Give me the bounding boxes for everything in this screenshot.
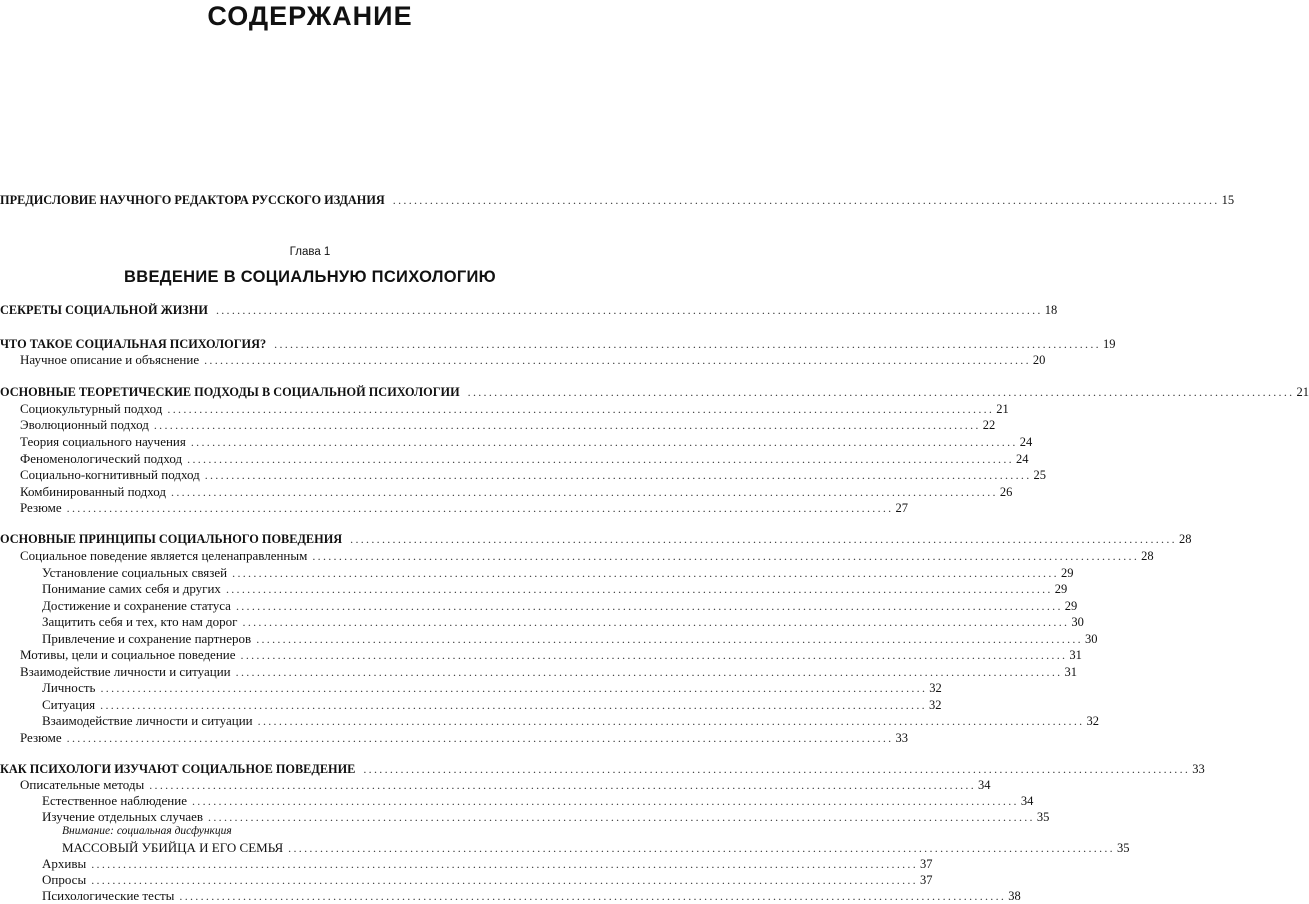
toc-entry-title: Достижение и сохранение статуса [42,598,231,613]
dot-leader: ............................................................................................................................................................ [256,632,1083,646]
toc-entry[interactable] [0,697,942,713]
toc-entry-title: ОСНОВНЫЕ ТЕОРЕТИЧЕСКИЕ ПОДХОДЫ В СОЦИАЛЬНОЙ ПСИХОЛОГИИ [0,385,460,399]
dot-leader: ............................................................................................................................................................ [179,889,1007,903]
toc-page-number: 27 [895,501,908,515]
toc-entry-title: Теория социального научения [20,434,186,449]
dot-leader: ............................................................................................................................................................ [215,303,1043,317]
toc-page-number: 31 [1064,665,1077,679]
toc-page-number: 28 [1141,549,1154,563]
toc-entry[interactable] [0,451,1029,467]
toc-entry-section[interactable] [0,302,1058,318]
toc-entry[interactable] [0,680,942,696]
toc-page-number: 33 [1192,762,1205,776]
toc-page-number: 29 [1064,599,1078,613]
toc-entry[interactable] [0,484,1013,500]
toc-entry-title: Привлечение и сохранение партнеров [42,631,252,646]
toc-entry-section[interactable] [0,384,1309,400]
toc-page-number: 38 [1008,889,1021,903]
toc-entry-section[interactable] [0,336,1116,352]
toc-page-number: 21 [996,402,1009,416]
toc-entry-title: Социокультурный подход [20,401,163,416]
chapter-label: Глава 1 [289,246,331,258]
toc-page-number: 21 [1296,385,1309,399]
toc-entry[interactable] [0,777,991,793]
toc-page-number: 20 [1032,353,1046,367]
toc-page-number: 22 [982,418,996,432]
toc-entry[interactable] [0,647,1082,663]
toc-entry[interactable] [0,793,1034,809]
toc-page-number: 32 [928,698,942,712]
toc-page-number: 28 [1178,532,1192,546]
dot-leader: ............................................................................................................................................................ [100,681,928,695]
toc-entry[interactable] [0,713,1099,729]
chapter-title: ВВЕДЕНИЕ В СОЦИАЛЬНУЮ ПСИХОЛОГИЮ [124,268,496,286]
toc-entry-title: Опросы [42,872,87,887]
toc-page-number: 32 [929,681,942,695]
dot-leader: ............................................................................................................................................................ [66,731,894,745]
toc-entry-title: Научное описание и объяснение [20,352,200,367]
dot-leader: ............................................................................................................................................................ [235,599,1063,613]
toc-entry-section[interactable] [0,761,1205,777]
toc-page-number: 37 [920,873,933,887]
page-title: СОДЕРЖАНИЕ [207,1,413,31]
toc-page-number: 26 [999,485,1013,499]
dot-leader: ............................................................................................................................................................ [257,714,1085,728]
toc-entry[interactable] [0,467,1047,483]
toc-entry-title: МАССОВЫЙ УБИЙЦА И ЕГО СЕМЬЯ [62,840,284,855]
toc-entry-title: ОСНОВНЫЕ ПРИНЦИПЫ СОЦИАЛЬНОГО ПОВЕДЕНИЯ [0,532,343,546]
toc-entry[interactable] [0,631,1098,647]
toc-entry-title: Защитить себя и тех, кто нам дорог [42,614,238,629]
toc-entry[interactable] [0,500,908,516]
toc-entry[interactable] [0,548,1154,564]
dot-leader: ............................................................................................................................................................ [225,582,1053,596]
toc-entry-title: Личность [42,680,96,695]
dot-leader: ............................................................................................................................................................ [467,385,1295,399]
toc-entry-title: Резюме [20,500,62,515]
toc-entry[interactable] [0,565,1074,581]
toc-entry[interactable] [0,417,996,433]
toc-page-number: 24 [1019,435,1033,449]
toc-entry[interactable] [0,872,933,888]
toc-page-number: 34 [978,778,991,792]
dot-leader: ............................................................................................................................................................ [363,762,1191,776]
toc-entry-title: СЕКРЕТЫ СОЦИАЛЬНОЙ ЖИЗНИ [0,303,208,317]
dot-leader: ............................................................................................................................................................ [232,566,1059,580]
toc-sidebar-note: Внимание: социальная дисфункция [62,825,232,837]
dot-leader: ............................................................................................................................................................ [171,485,998,499]
toc-entry-title: Резюме [20,730,62,745]
toc-entry[interactable] [0,730,908,746]
toc-page-number: 19 [1102,337,1116,351]
toc-page-number: 32 [1086,714,1099,728]
toc-entry-title: Комбинированный подход [20,484,167,499]
dot-leader: ............................................................................................................................................................ [66,501,894,515]
dot-leader: ............................................................................................................................................................ [149,778,977,792]
dot-leader: ............................................................................................................................................................ [350,532,1177,546]
toc-entry-title: Эволюционный подход [20,417,149,432]
toc-entry-title: Описательные методы [20,777,145,792]
toc-page-number: 35 [1036,810,1050,824]
toc-entry[interactable] [0,598,1078,614]
toc-entry[interactable] [0,664,1077,680]
toc-entry-title: Феноменологический подход [20,451,183,466]
dot-leader: ............................................................................................................................................................ [204,468,1032,482]
toc-entry[interactable] [0,401,1009,417]
toc-page-number: 34 [1020,794,1034,808]
toc-entry-title: Ситуация [42,697,96,712]
dot-leader: ............................................................................................................................................................ [288,841,1115,855]
toc-entry-title: Психологические тесты [42,888,175,903]
dot-leader: ............................................................................................................................................................ [91,873,918,887]
toc-entry-title: Понимание самих себя и других [42,581,221,596]
dot-leader: ............................................................................................................................................................ [240,648,1068,662]
dot-leader: ............................................................................................................................................................ [100,698,927,712]
toc-entry-title: Социальное поведение является целенаправленным [20,548,308,563]
toc-entry[interactable] [0,840,1130,856]
dot-leader: ............................................................................................................................................................ [204,353,1031,367]
toc-entry-title: Изучение отдельных случаев [42,809,204,824]
toc-entry[interactable] [0,614,1084,630]
toc-page-number: 35 [1116,841,1130,855]
dot-leader: ............................................................................................................................................................ [235,665,1063,679]
dot-leader: ............................................................................................................................................................ [153,418,981,432]
toc-entry-title: Взаимодействие личности и ситуации [20,664,231,679]
toc-entry-title: ПРЕДИСЛОВИЕ НАУЧНОГО РЕДАКТОРА РУССКОГО ИЗДАНИЯ [0,193,385,207]
dot-leader: ............................................................................................................................................................ [167,402,995,416]
dot-leader: ............................................................................................................................................................ [190,435,1018,449]
toc-page-number: 25 [1033,468,1047,482]
toc-page-number: 15 [1221,193,1235,207]
toc-entry-title: ЧТО ТАКОЕ СОЦИАЛЬНАЯ ПСИХОЛОГИЯ? [0,337,267,351]
dot-leader: ............................................................................................................................................................ [274,337,1101,351]
dot-leader: ............................................................................................................................................................ [192,794,1019,808]
dot-leader: ............................................................................................................................................................ [208,810,1035,824]
toc-entry-title: КАК ПСИХОЛОГИ ИЗУЧАЮТ СОЦИАЛЬНОЕ ПОВЕДЕНИЕ [0,762,356,776]
toc-entry[interactable] [0,888,1021,904]
toc-entry-title: Мотивы, цели и социальное поведение [20,647,236,662]
toc-page-number: 29 [1060,566,1074,580]
toc-entry[interactable] [0,352,1046,368]
toc-entry[interactable] [0,856,933,872]
toc-entry-title: Установление социальных связей [42,565,228,580]
toc-page-number: 37 [920,857,933,871]
toc-page-number: 18 [1044,303,1058,317]
toc-page-number: 31 [1069,648,1082,662]
toc-page-number: 33 [895,731,908,745]
dot-leader: ............................................................................................................................................................ [312,549,1140,563]
toc-entry-title: Архивы [42,856,87,871]
toc-entry-title: Социально-когнитивный подход [20,467,200,482]
dot-leader: ............................................................................................................................................................ [392,193,1220,207]
toc-page-number: 30 [1071,615,1084,629]
toc-page-number: 29 [1054,582,1068,596]
toc-entry[interactable] [0,581,1068,597]
toc-entry-title: Естественное наблюдение [42,793,187,808]
dot-leader: ............................................................................................................................................................ [242,615,1070,629]
toc-page-number: 30 [1085,632,1098,646]
toc-entry-preface[interactable] [0,192,1235,208]
toc-entry-title: Взаимодействие личности и ситуации [42,713,253,728]
toc-entry[interactable] [0,434,1033,450]
dot-leader: ............................................................................................................................................................ [187,452,1014,466]
toc-page-number: 24 [1015,452,1029,466]
dot-leader: ............................................................................................................................................................ [91,857,919,871]
toc-entry[interactable] [0,809,1050,825]
toc-entry-section[interactable] [0,531,1192,547]
